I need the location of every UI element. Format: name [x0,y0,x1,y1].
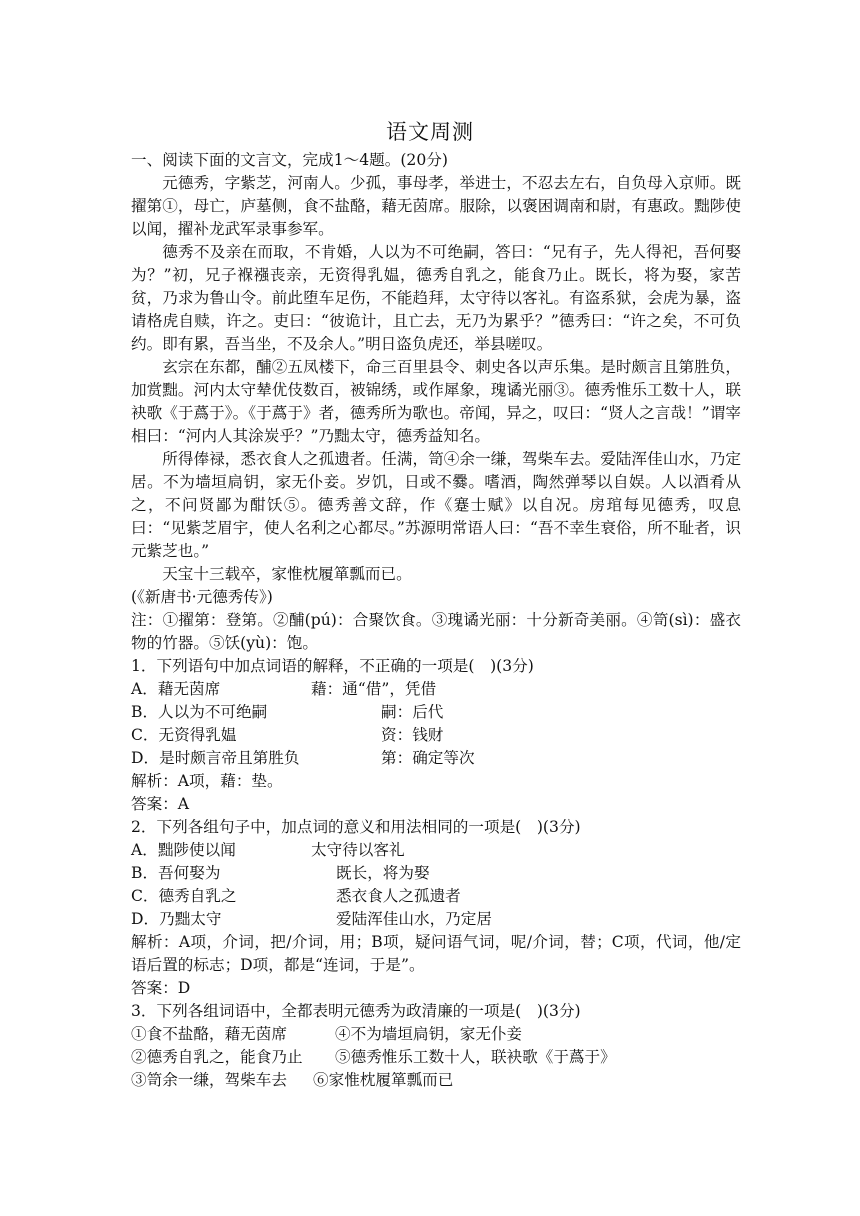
question-1-stem: 1．下列语句中加点词语的解释，不正确的一项是( )(3分) [131,657,534,675]
question-1-option: A．藉无茵席 藉：通“借”，凭借 [131,680,437,698]
question-2-option: D．乃黜太守 爱陆浑佳山水，乃定居 [131,910,492,928]
question-3-option-row: ①食不盐酪，藉无茵席 ④不为墙垣扃钥，家无仆妾 [131,1025,523,1043]
question-1-option: B．人以为不可绝嗣 嗣：后代 [131,703,444,721]
question-2-stem: 2．下列各组句子中，加点词的意义和用法相同的一项是( )(3分) [131,818,581,836]
question-1-analysis: 解析：A项，藉：垫。 [131,772,283,790]
question-2-option: B．吾何娶为 既长，将为娶 [131,864,430,882]
section-heading: 一、阅读下面的文言文，完成1～4题。(20分) [131,151,448,169]
passage-paragraph: 所得俸禄，悉衣食人之孤遗者。任满，笥④余一缣，驾柴车去。爱陆浑佳山水，乃定居。不为墙垣扃钥，家无仆妾。岁饥，日或不爨。嗜酒，陶然弹琴以自娱。人以酒肴从之，不问贤鄙为酣饫⑤。德秀善文辞，作《蹇士赋》以自况。房琯每见德秀，叹息曰：“见紫芝眉宇，使人名利之心都尽。”苏源明常语人曰：“吾不幸生衰俗，所不耻者，识元紫芝也。” [131,450,741,560]
question-1-option: D．是时颇言帝且第胜负 第：确定等次 [131,749,475,767]
question-2-answer: 答案：D [131,979,191,997]
question-3-option-row: ③笥余一缣，驾柴车去 ⑥家惟枕履箪瓢而已 [131,1071,454,1089]
passage-paragraph: 玄宗在东都，酺②五凤楼下，命三百里县令、刺史各以声乐集。是时颇言且第胜负，加赏黜。河内太守辇优伎数百，被锦绣，或作犀象，瑰谲光丽③。德秀惟乐工数十人，联袂歌《于蔿于》。《于蔿于》者，德秀所为歌也。帝闻，异之，叹曰：“贤人之言哉！”谓宰相曰：“河内人其涂炭乎？”乃黜太守，德秀益知名。 [131,358,741,445]
question-2-analysis: 解析：A项，介词，把/介词，用；B项，疑问语气词，呢/介词，替；C项，代词，他/定语后置的标志；D项，都是“连词，于是”。 [131,933,741,974]
question-2-option: C．德秀自乳之 悉衣食人之孤遗者 [131,887,461,905]
page-title: 语文周测 [386,120,474,144]
passage-paragraph: 元德秀，字紫芝，河南人。少孤，事母孝，举进士，不忍去左右，自负母入京师。既擢第①，母亡，庐墓侧，食不盐酪，藉无茵席。服除，以褒困调南和尉，有惠政。黜陟使以闻，擢补龙武军录事参军。 [131,174,741,238]
notes: 注：①擢第：登第。②酺(pú)：合聚饮食。③瑰谲光丽：十分新奇美丽。④笥(sì)：盛衣物的竹器。⑤饫(yù)：饱。 [131,611,741,652]
source-citation: (《新唐书·元德秀传》) [131,588,273,606]
question-2-option: A．黜陟使以闻 太守待以客礼 [131,841,405,859]
passage-paragraph: 德秀不及亲在而取，不肯婚，人以为不可绝嗣，答曰：“兄有子，先人得祀，吾何娶为？”初，兄子褓襁丧亲，无资得乳媪，德秀自乳之，能食乃止。既长，将为娶，家苦贫，乃求为鲁山令。前此堕车足伤，不能趋拜，太守待以客礼。有盗系狱，会虎为暴，盗请格虎自赎，许之。吏曰：“彼诡计，且亡去，无乃为累乎？”德秀曰：“许之矣，不可负约。即有累，吾当坐，不及余人。”明日盗负虎还，举县嗟叹。 [131,243,741,353]
passage-paragraph: 天宝十三载卒，家惟枕履箪瓢而已。 [162,565,412,583]
question-1-answer: 答案：A [131,795,190,813]
question-3-stem: 3．下列各组词语中，全都表明元德秀为政清廉的一项是( )(3分) [131,1002,581,1020]
question-1-option: C．无资得乳媪 资：钱财 [131,726,444,744]
question-3-option-row: ②德秀自乳之，能食乃止 ⑤德秀惟乐工数十人，联袂歌《于蔿于》 [131,1048,616,1066]
document-body [131,149,741,1092]
